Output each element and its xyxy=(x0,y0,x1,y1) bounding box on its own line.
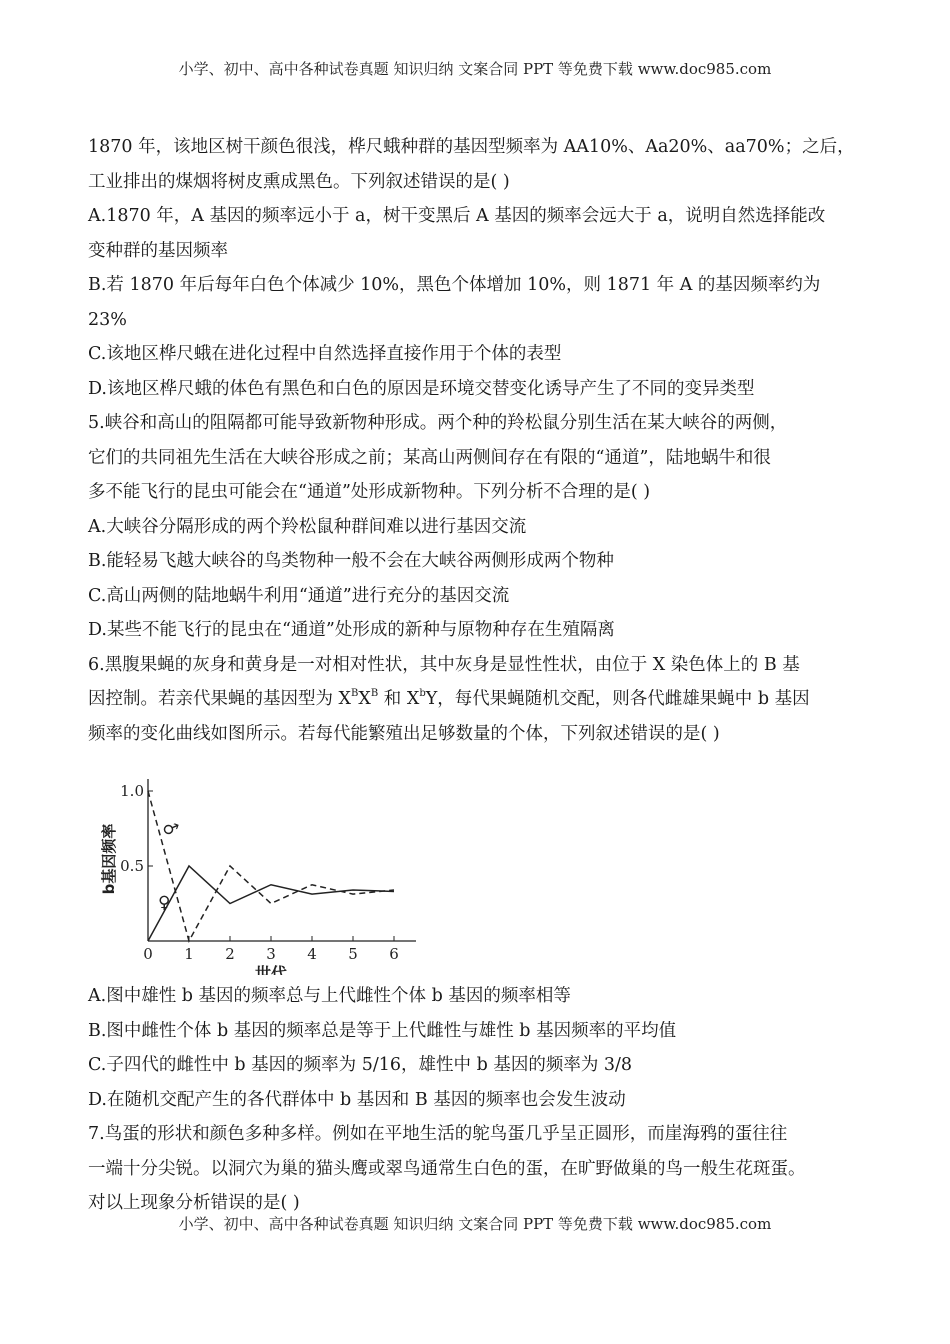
q6-superscript: B xyxy=(351,688,359,700)
q7-stem-line: 对以上现象分析错误的是( ) xyxy=(88,1193,300,1213)
y-tick-label: 1.0 xyxy=(120,782,144,800)
q6-text: 和 X xyxy=(378,689,420,709)
q6-option-b: B.图中雌性个体 b 基因的频率总是等于上代雌性与雄性 b 基因频率的平均值 xyxy=(88,1020,677,1041)
q6-stem-line: 频率的变化曲线如图所示。若每代能繁殖出足够数量的个体，下列叙述错误的是( ) xyxy=(88,723,720,744)
q4-option-c: C.该地区桦尺蛾在进化过程中自然选择直接作用于个体的表型 xyxy=(88,344,562,364)
q6-option-c: C.子四代的雌性中 b 基因的频率为 5/16，雄性中 b 基因的频率为 3/8 xyxy=(88,1055,633,1075)
page-footer: 小学、初中、高中各种试卷真题 知识归纳 文案合同 PPT 等免费下载 www.doc985.com xyxy=(178,1215,772,1233)
x-tick-label: 0 xyxy=(143,945,153,963)
x-tick-label: 4 xyxy=(307,945,317,963)
y-tick-label: 0.5 xyxy=(120,857,144,875)
q6-option-d: D.在随机交配产生的各代群体中 b 基因和 B 基因的频率也会发生波动 xyxy=(88,1089,626,1110)
gene-frequency-chart xyxy=(96,753,416,975)
q5-stem-line: 5.峡谷和高山的阻隔都可能导致新物种形成。两个种的羚松鼠分别生活在某大峡谷的两侧， xyxy=(88,413,788,433)
series-line-female xyxy=(148,866,394,941)
q5-stem-line: 多不能飞行的昆虫可能会在“通道”处形成新物种。下列分析不合理的是( ) xyxy=(88,482,651,502)
x-tick-label: 2 xyxy=(225,945,235,963)
q6-superscript: B xyxy=(370,688,379,700)
q5-option-d: D.某些不能飞行的昆虫在“通道”处形成的新种与原物种存在生殖隔离 xyxy=(88,620,615,640)
y-axis-label: b基因频率 xyxy=(100,823,118,895)
q5-stem-line: 它们的共同祖先生活在大峡谷形成之前；某高山两侧间存在有限的“通道”，陆地蜗牛和很 xyxy=(88,447,771,468)
q5-option-b: B.能轻易飞越大峡谷的鸟类物种一般不会在大峡谷两侧形成两个物种 xyxy=(88,551,614,571)
x-tick-label: 6 xyxy=(389,945,399,963)
q6-option-a: A.图中雄性 b 基因的频率总与上代雌性个体 b 基因的频率相等 xyxy=(88,986,571,1006)
q6-stem-line: 6.黑腹果蝇的灰身和黄身是一对相对性状，其中灰身是显性性状，由位于 X 染色体上的 B 基 xyxy=(88,654,800,675)
q6-text: 因控制。若亲代果蝇的基因型为 X xyxy=(88,689,352,709)
q7-stem-line: 一端十分尖锐。以洞穴为巢的猫头鹰或翠鸟通常生白色的蛋，在旷野做巢的鸟一般生花斑蛋。 xyxy=(88,1158,806,1179)
page-header: 小学、初中、高中各种试卷真题 知识归纳 文案合同 PPT 等免费下载 www.doc985.com xyxy=(178,60,772,78)
q4-option-a: A.1870 年，A 基因的频率远小于 a，树干变黑后 A 基因的频率会远大于 a，说明自然选择能改 xyxy=(88,206,826,226)
q6-superscript: b xyxy=(419,688,426,700)
q6-stem-line-genotype xyxy=(88,682,878,717)
x-tick-label: 1 xyxy=(184,945,194,963)
q4-option-b-cont: 23% xyxy=(88,309,127,330)
chart-svg xyxy=(96,753,416,975)
q4-option-b: B.若 1870 年后每年白色个体减少 10%，黑色个体增加 10%，则 1871 年 A 的基因频率约为 xyxy=(88,275,821,295)
series-label-male: ♂ xyxy=(159,817,181,842)
q7-stem-line: 7.鸟蛋的形状和颜色多种多样。例如在平地生活的鸵鸟蛋几乎呈正圆形，而崖海鸦的蛋往往 xyxy=(88,1124,788,1144)
x-axis-label: 世代 xyxy=(254,964,288,975)
x-tick-label: 5 xyxy=(348,945,358,963)
q4-stem-line: 1870 年，该地区树干颜色很浅，桦尺蛾种群的基因型频率为 AA10%、Aa20%、aa70%；之后， xyxy=(88,137,855,157)
series-line-male xyxy=(148,791,394,941)
q5-option-a: A.大峡谷分隔形成的两个羚松鼠种群间难以进行基因交流 xyxy=(88,516,527,537)
page-content xyxy=(88,130,878,1221)
q5-option-c: C.高山两侧的陆地蜗牛利用“通道”进行充分的基因交流 xyxy=(88,585,510,606)
q4-stem-line: 工业排出的煤烟将树皮熏成黑色。下列叙述错误的是( ) xyxy=(88,171,510,192)
q6-text: X xyxy=(358,689,371,709)
q4-option-d: D.该地区桦尺蛾的体色有黑色和白色的原因是环境交替变化诱导产生了不同的变异类型 xyxy=(88,378,755,399)
q4-option-a-cont: 变种群的基因频率 xyxy=(88,240,228,261)
x-tick-label: 3 xyxy=(266,945,276,963)
series-label-female: ♀ xyxy=(158,893,171,913)
q6-text: Y，每代果蝇随机交配，则各代雌雄果蝇中 b 基因 xyxy=(425,689,810,709)
